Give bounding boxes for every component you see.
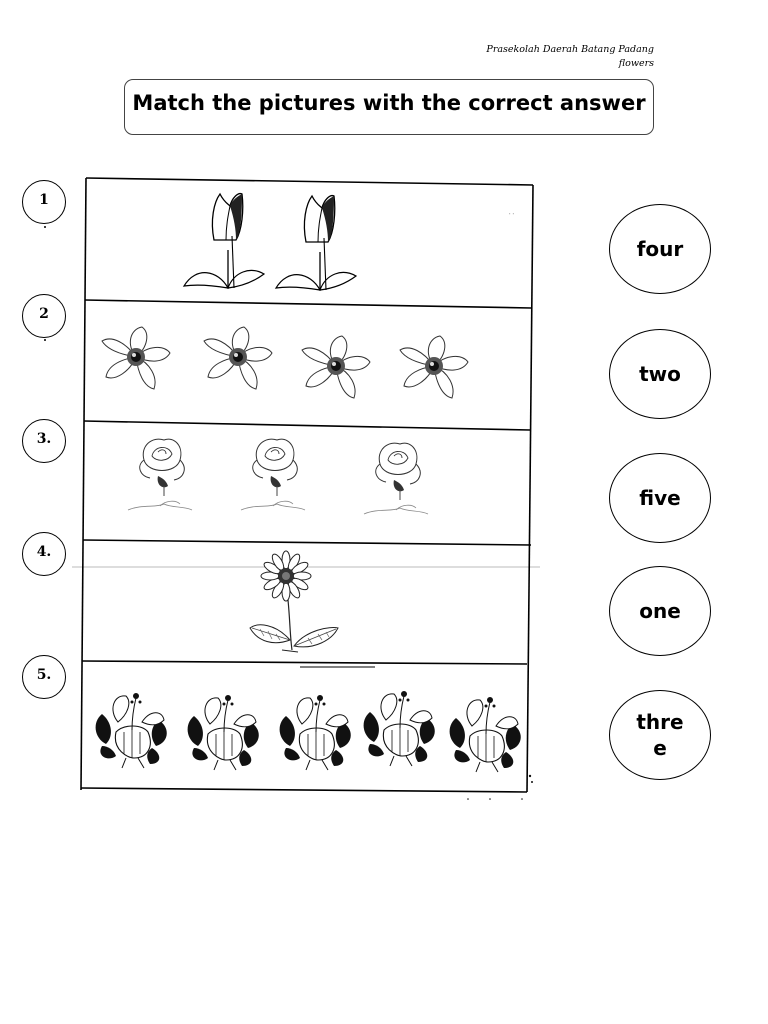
answer-oval-one[interactable]: one — [609, 566, 711, 656]
hibiscus-icon — [188, 695, 259, 770]
number-circle-3: 3. — [22, 419, 66, 463]
rose-icon — [128, 439, 192, 510]
daisy-icon — [250, 551, 338, 652]
answer-oval-three[interactable]: three — [609, 690, 711, 780]
five-petal-flower-icon — [102, 327, 170, 389]
speck: ˙˙ — [508, 213, 515, 221]
tulip-icon — [276, 196, 356, 290]
number-circle-4: 4. — [22, 532, 66, 576]
hibiscus-icon — [280, 695, 351, 770]
hibiscus-icon — [96, 693, 167, 768]
rose-icon — [364, 443, 428, 514]
answer-oval-two[interactable]: two — [609, 329, 711, 419]
five-petal-flower-icon — [204, 327, 272, 389]
hibiscus-icon — [364, 691, 435, 766]
page-title: Match the pictures with the correct answer — [132, 91, 646, 115]
number-circle-5: 5. — [22, 655, 66, 699]
number-circle-1: 1 — [22, 180, 66, 224]
answer-oval-four[interactable]: four — [609, 204, 711, 294]
five-petal-flower-icon — [400, 336, 468, 398]
rose-icon — [241, 439, 305, 510]
topic-label: flowers — [618, 58, 654, 69]
hibiscus-icon — [450, 697, 521, 772]
number-circle-2: 2 — [22, 294, 66, 338]
tulip-icon — [184, 194, 264, 288]
school-name: Prasekolah Daerah Batang Padang — [486, 44, 654, 55]
scan-specks — [467, 775, 533, 800]
five-petal-flower-icon — [302, 336, 370, 398]
answer-oval-five[interactable]: five — [609, 453, 711, 543]
